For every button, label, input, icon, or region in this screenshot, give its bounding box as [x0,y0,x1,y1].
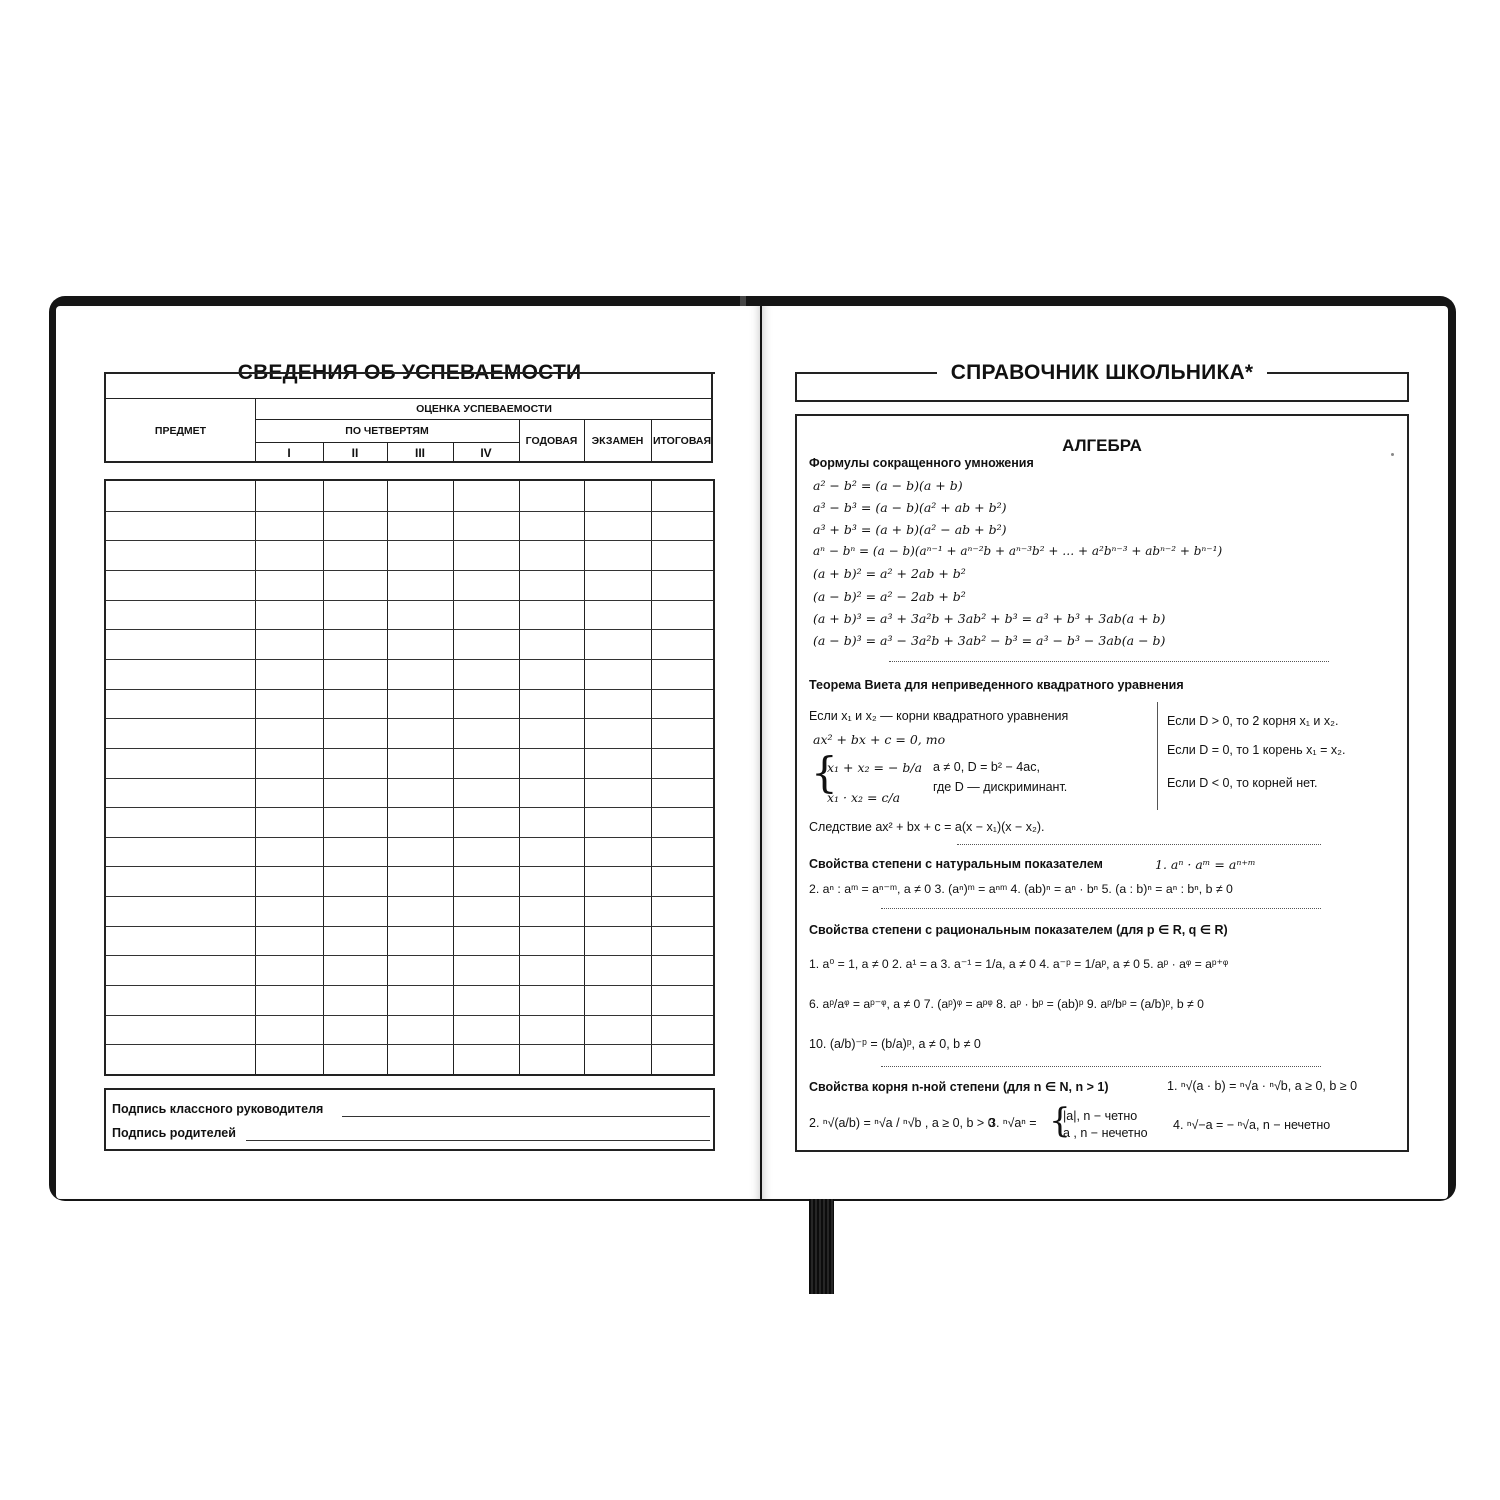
root-property-3-odd: a , n − нечетно [1063,1126,1148,1140]
roots-heading: Свойства корня n-ной степени (для n ∈ N, n > 1) [809,1080,1109,1094]
class-teacher-signature-label: Подпись классного руководителя [112,1102,324,1116]
vieta-sum: x₁ + x₂ = − b/a [827,760,923,775]
dotted-separator [881,908,1321,909]
section-title: АЛГЕБРА [1062,436,1142,455]
vieta-discriminant: где D — дискриминант. [933,780,1068,794]
left-page-title: СВЕДЕНИЯ ОБ УСПЕВАЕМОСТИ [224,361,596,384]
vieta-equation: ax² + bx + c = 0, то [813,732,946,747]
rational-powers-line-3: 10. (a/b)⁻ᵖ = (b/a)ᵖ, a ≠ 0, b ≠ 0 [809,1037,981,1051]
formula: a³ − b³ = (a − b)(a² + ab + b²) [813,500,1007,515]
quarter-2: II [351,445,359,460]
vieta-condition: a ≠ 0, D = b² − 4ac, [933,760,1040,774]
grid-row-line [106,1015,713,1016]
grid-row-line [106,718,713,719]
grid-row-line [106,659,713,660]
vieta-case-2: Если D = 0, то 1 корень x₁ = x₂. [1167,743,1346,757]
print-mark [1391,453,1394,456]
subject-header: ПРЕДМЕТ [154,424,207,437]
spine-highlight [740,296,746,306]
rational-powers-line-2: 6. aᵖ/aᵠ = aᵖ⁻ᵠ, a ≠ 0 7. (aᵖ)ᵠ = aᵖᵠ 8. aᵖ · bᵖ = (ab)ᵖ 9. aᵖ/bᵖ = (a/b)ᵖ, b ≠ 0 [809,997,1204,1011]
year-header: ГОДОВАЯ [525,435,578,447]
vieta-case-3: Если D < 0, то корней нет. [1167,776,1318,790]
quarters-header: ПО ЧЕТВЕРТЯМ [345,424,429,437]
root-property-3: 3. ⁿ√aⁿ = [989,1116,1037,1130]
formula: a³ + b³ = (a + b)(a² − ab + b²) [813,522,1007,537]
vieta-intro: Если x₁ и x₂ — корни квадратного уравнения [809,709,1069,723]
root-property-3-even: |a|, n − четно [1063,1109,1138,1123]
rational-powers-line-1: 1. a⁰ = 1, a ≠ 0 2. a¹ = a 3. a⁻¹ = 1/a, a ≠ 0 4. a⁻ᵖ = 1/aᵖ, a ≠ 0 5. aᵖ · aᵠ = aᵖ⁺ᵠ [809,957,1229,971]
quarter-4: IV [480,445,492,460]
grid-row-line [106,689,713,690]
dotted-separator [881,1066,1321,1067]
grades-grid[interactable] [104,479,715,1076]
formula: (a + b)³ = a³ + 3a²b + 3ab² + b³ = a³ + b³ + 3ab(a + b) [813,611,1166,626]
grid-row-line [106,748,713,749]
root-property-2: 2. ⁿ√(a/b) = ⁿ√a / ⁿ√b , a ≥ 0, b > 0 [809,1116,995,1130]
cases-brace: { [1049,1101,1071,1141]
final-header: ИТОГОВАЯ [652,435,712,447]
grid-row-line [106,837,713,838]
natural-powers-heading: Свойства степени с натуральным показателем [809,857,1103,871]
left-page [56,306,760,1199]
grid-row-line [106,807,713,808]
divider [1157,702,1158,810]
grid-row-line [106,570,713,571]
right-page-title: СПРАВОЧНИК ШКОЛЬНИКА* [937,361,1267,384]
natural-power-1: 1. aⁿ · aᵐ = aⁿ⁺ᵐ [1155,857,1256,872]
grid-row-line [106,866,713,867]
dotted-separator [889,661,1329,662]
signatures-box [104,1088,715,1151]
grid-row-line [106,629,713,630]
bookmark-ribbon[interactable] [809,1199,834,1294]
vieta-corollary: Следствие ax² + bx + c = a(x − x₁)(x − x₂). [809,820,1045,834]
rational-powers-heading: Свойства степени с рациональным показателем (для p ∈ R, q ∈ R) [809,923,1228,937]
parents-signature-label: Подпись родителей [112,1126,236,1140]
grid-row-line [106,540,713,541]
algebra-reference [795,414,1409,1152]
grid-row-line [106,1044,713,1045]
natural-powers-line: 2. aⁿ : aᵐ = aⁿ⁻ᵐ, a ≠ 0 3. (aⁿ)ᵐ = aⁿᵐ 4. (ab)ⁿ = aⁿ · bⁿ 5. (a : b)ⁿ = aⁿ : bⁿ, b ≠ 0 [809,882,1233,896]
parents-signature-line[interactable] [246,1140,710,1141]
grid-row-line [106,896,713,897]
quarter-3: III [414,445,425,460]
multiplication-heading: Формулы сокращенного умножения [809,456,1034,470]
dotted-separator [957,844,1321,845]
grid-row-line [106,955,713,956]
grid-row-line [106,600,713,601]
grid-row-line [106,985,713,986]
right-page [762,306,1448,1199]
vieta-product: x₁ · x₂ = c/a [827,790,901,805]
formula: aⁿ − bⁿ = (a − b)(aⁿ⁻¹ + aⁿ⁻²b + aⁿ⁻³b² + … + a²bⁿ⁻³ + abⁿ⁻² + bⁿ⁻¹) [813,544,1223,558]
grid-row-line [106,926,713,927]
formula: (a + b)² = a² + 2ab + b² [813,566,966,581]
right-page-title-wrap [795,361,1409,385]
root-property-4: 4. ⁿ√−a = − ⁿ√a, n − нечетно [1173,1118,1331,1132]
quarter-1: I [287,445,291,460]
vieta-case-1: Если D > 0, то 2 корня x₁ и x₂. [1167,714,1339,728]
formula: (a − b)³ = a³ − 3a²b + 3ab² − b³ = a³ − b³ − 3ab(a − b) [813,633,1166,648]
exam-header: ЭКЗАМЕН [591,435,644,447]
grades-header: ОЦЕНКА УСПЕВАЕМОСТИ [416,402,552,415]
root-property-1: 1. ⁿ√(a · b) = ⁿ√a · ⁿ√b, a ≥ 0, b ≥ 0 [1167,1079,1358,1093]
formula: (a − b)² = a² − 2ab + b² [813,589,966,604]
grid-row-line [106,511,713,512]
class-teacher-signature-line[interactable] [342,1116,710,1117]
vieta-heading: Теорема Виета для неприведенного квадратного уравнения [809,678,1184,692]
grid-row-line [106,778,713,779]
grades-table-header [104,372,713,463]
system-brace: { [811,748,838,797]
title-rule-bottom [795,400,1409,402]
formula: a² − b² = (a − b)(a + b) [813,478,963,493]
